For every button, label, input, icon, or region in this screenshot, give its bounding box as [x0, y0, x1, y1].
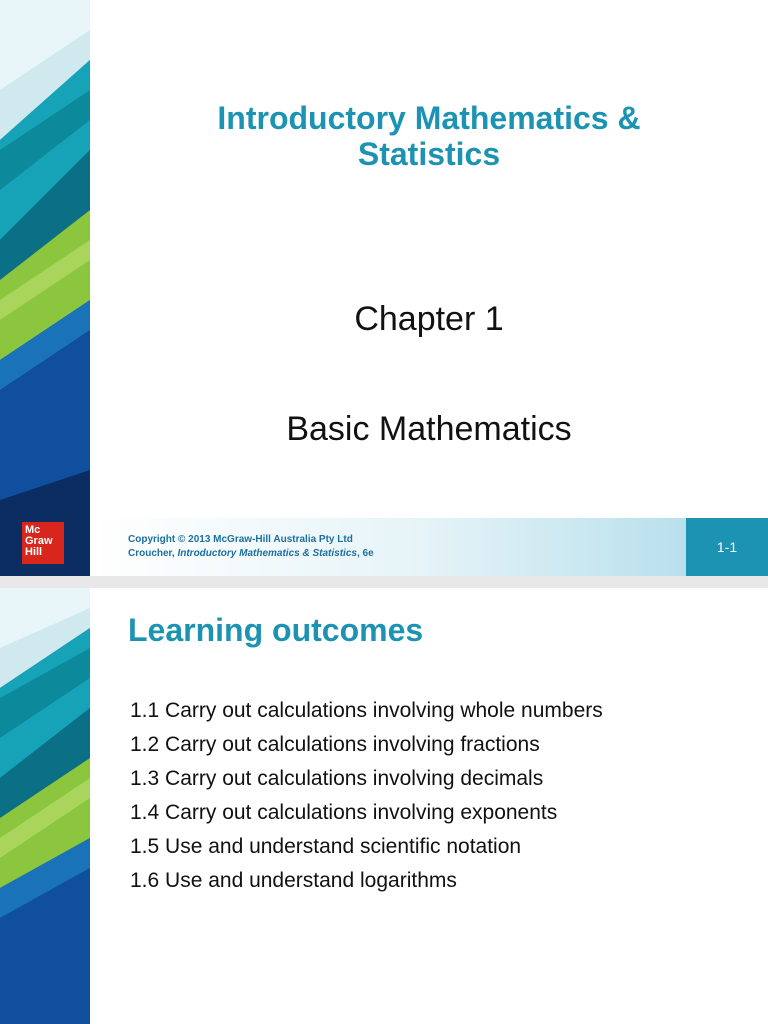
logo-text-3: Hill	[25, 546, 43, 558]
outcomes-list	[130, 694, 603, 898]
mcgraw-hill-logo	[22, 522, 64, 564]
list-item: 1.1 Carry out calculations involving whole numbers	[130, 699, 603, 722]
side-decoration-art	[0, 0, 90, 576]
chapter-label: Chapter 1	[354, 300, 504, 338]
list-item: 1.3 Carry out calculations involving decimals	[130, 767, 544, 790]
presentation-title	[90, 100, 768, 172]
learning-outcomes-slide	[0, 588, 768, 1024]
citation-text	[128, 547, 374, 561]
list-item: 1.6 Use and understand logarithms	[130, 869, 457, 892]
slide-title: Learning outcomes	[128, 612, 424, 648]
side-decoration-art	[0, 588, 90, 1024]
list-item: 1.5 Use and understand scientific notation	[130, 835, 522, 858]
chapter-subtitle: Basic Mathematics	[286, 410, 572, 448]
citation-book: Introductory Mathematics & Statistics	[177, 548, 357, 559]
list-item: 1.4 Carry out calculations involving exponents	[130, 801, 558, 824]
list-item: 1.2 Carry out calculations involving fractions	[130, 733, 540, 756]
copyright-text: Copyright © 2013 McGraw-Hill Australia Pty Ltd	[128, 534, 353, 545]
page-number: 1-1	[686, 518, 768, 576]
citation-author: Croucher,	[128, 548, 178, 559]
title-line-1: Introductory Mathematics &	[217, 100, 641, 136]
slide-divider	[0, 576, 768, 588]
citation-edition: , 6e	[356, 548, 374, 559]
logo-text-1: Mc	[25, 524, 41, 536]
logo-text-2: Graw	[25, 535, 53, 547]
title-line-2: Statistics	[357, 136, 501, 172]
footer-copyright	[128, 533, 374, 561]
